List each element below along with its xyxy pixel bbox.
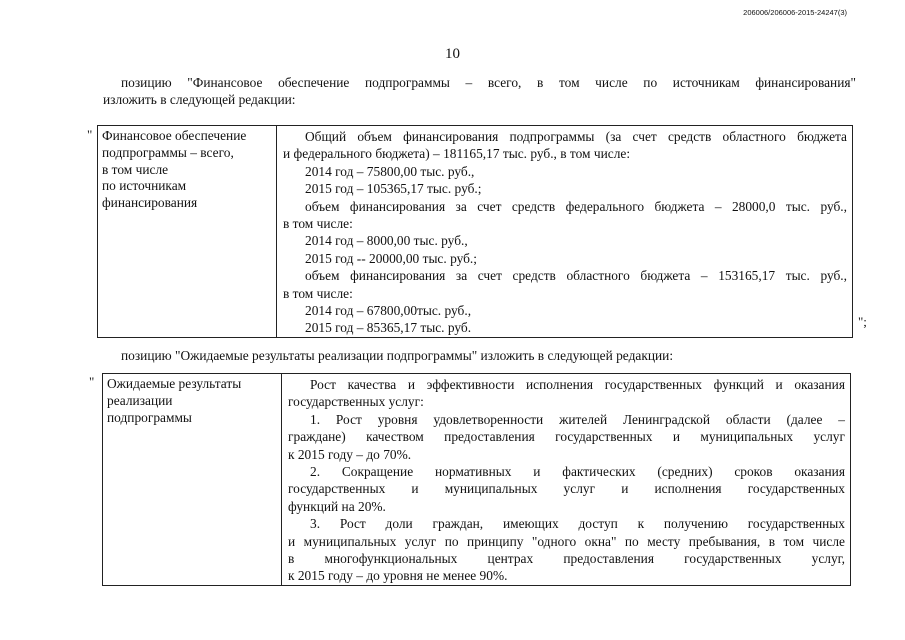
document-id: 206006/206006-2015-24247(3) [743, 8, 847, 17]
content-line: в том числе: [283, 216, 353, 232]
results-label-cell [103, 374, 282, 586]
financing-label-cell [98, 126, 277, 338]
content-line: 3. Рост доли граждан, имеющих доступ к получению государственных [310, 516, 845, 532]
content-line: 2015 год – 85365,17 тыс. руб. [305, 320, 472, 336]
content-line: 2015 год – 105365,17 тыс. руб.; [305, 181, 482, 197]
label-line: Финансовое обеспечение [102, 128, 247, 143]
content-line: в многофункциональных центрах предоставления государственных услуг, [288, 551, 845, 567]
content-line: государственных услуг: [288, 394, 424, 410]
content-line: и федерального бюджета) – 181165,17 тыс. руб., в том числе: [283, 146, 631, 162]
opening-quote: " [89, 374, 95, 389]
label-line: подпрограммы [107, 409, 192, 425]
page-number: 10 [445, 46, 460, 62]
label-line: Ожидаемые результаты [107, 376, 242, 391]
intro-paragraph-line: позицию "Финансовое обеспечение подпрограммы – всего, в том числе по источникам финансирования" [121, 75, 856, 90]
label-line: финансирования [102, 195, 198, 211]
opening-quote: " [87, 127, 93, 142]
content-line: объем финансирования за счет средств федерального бюджета – 28000,0 тыс. руб., [305, 198, 847, 214]
content-line: к 2015 году – до 70%. [288, 446, 412, 462]
content-line: функций на 20%. [288, 498, 386, 514]
closing-quote: "; [858, 314, 867, 329]
content-line: Общий объем финансирования подпрограммы (за счет средств областного бюджета [305, 129, 847, 144]
label-line: реализации [107, 392, 173, 408]
content-line: объем финансирования за счет средств областного бюджета – 153165,17 тыс. руб., [305, 268, 847, 284]
intro-paragraph-line: позицию "Ожидаемые результаты реализации подпрограммы" изложить в следующей редакции: [121, 348, 674, 363]
results-table [102, 373, 851, 586]
results-content-cell [282, 374, 851, 586]
intro-paragraph-line: изложить в следующей редакции: [103, 92, 296, 107]
content-line: 2014 год – 67800,00тыс. руб., [305, 303, 472, 319]
content-line: 2015 год -- 20000,00 тыс. руб.; [305, 250, 477, 266]
financing-table [97, 125, 853, 338]
content-line: граждане) качеством предоставления государственных и муниципальных услуг [288, 429, 845, 445]
content-line: и муниципальных услуг по принципу "одного окна" по месту пребывания, в том числе [288, 533, 845, 549]
content-line: Рост качества и эффективности исполнения государственных функций и оказания [310, 377, 845, 392]
content-line: 2014 год – 75800,00 тыс. руб., [305, 163, 475, 179]
content-line: 1. Рост уровня удовлетворенности жителей Ленинградской области (далее – [310, 411, 845, 427]
content-line: 2. Сокращение нормативных и фактических (средних) сроков оказания [310, 464, 845, 480]
content-line: в том числе: [283, 285, 353, 301]
label-line: по источникам [102, 178, 187, 194]
label-line: подпрограммы – всего, [102, 144, 234, 160]
content-line: государственных и муниципальных услуг и исполнения государственных [288, 481, 845, 497]
financing-content-cell [277, 126, 853, 338]
content-line: 2014 год – 8000,00 тыс. руб., [305, 233, 468, 249]
content-line: к 2015 году – до уровня не менее 90%. [288, 568, 508, 584]
label-line: в том числе [102, 161, 169, 177]
